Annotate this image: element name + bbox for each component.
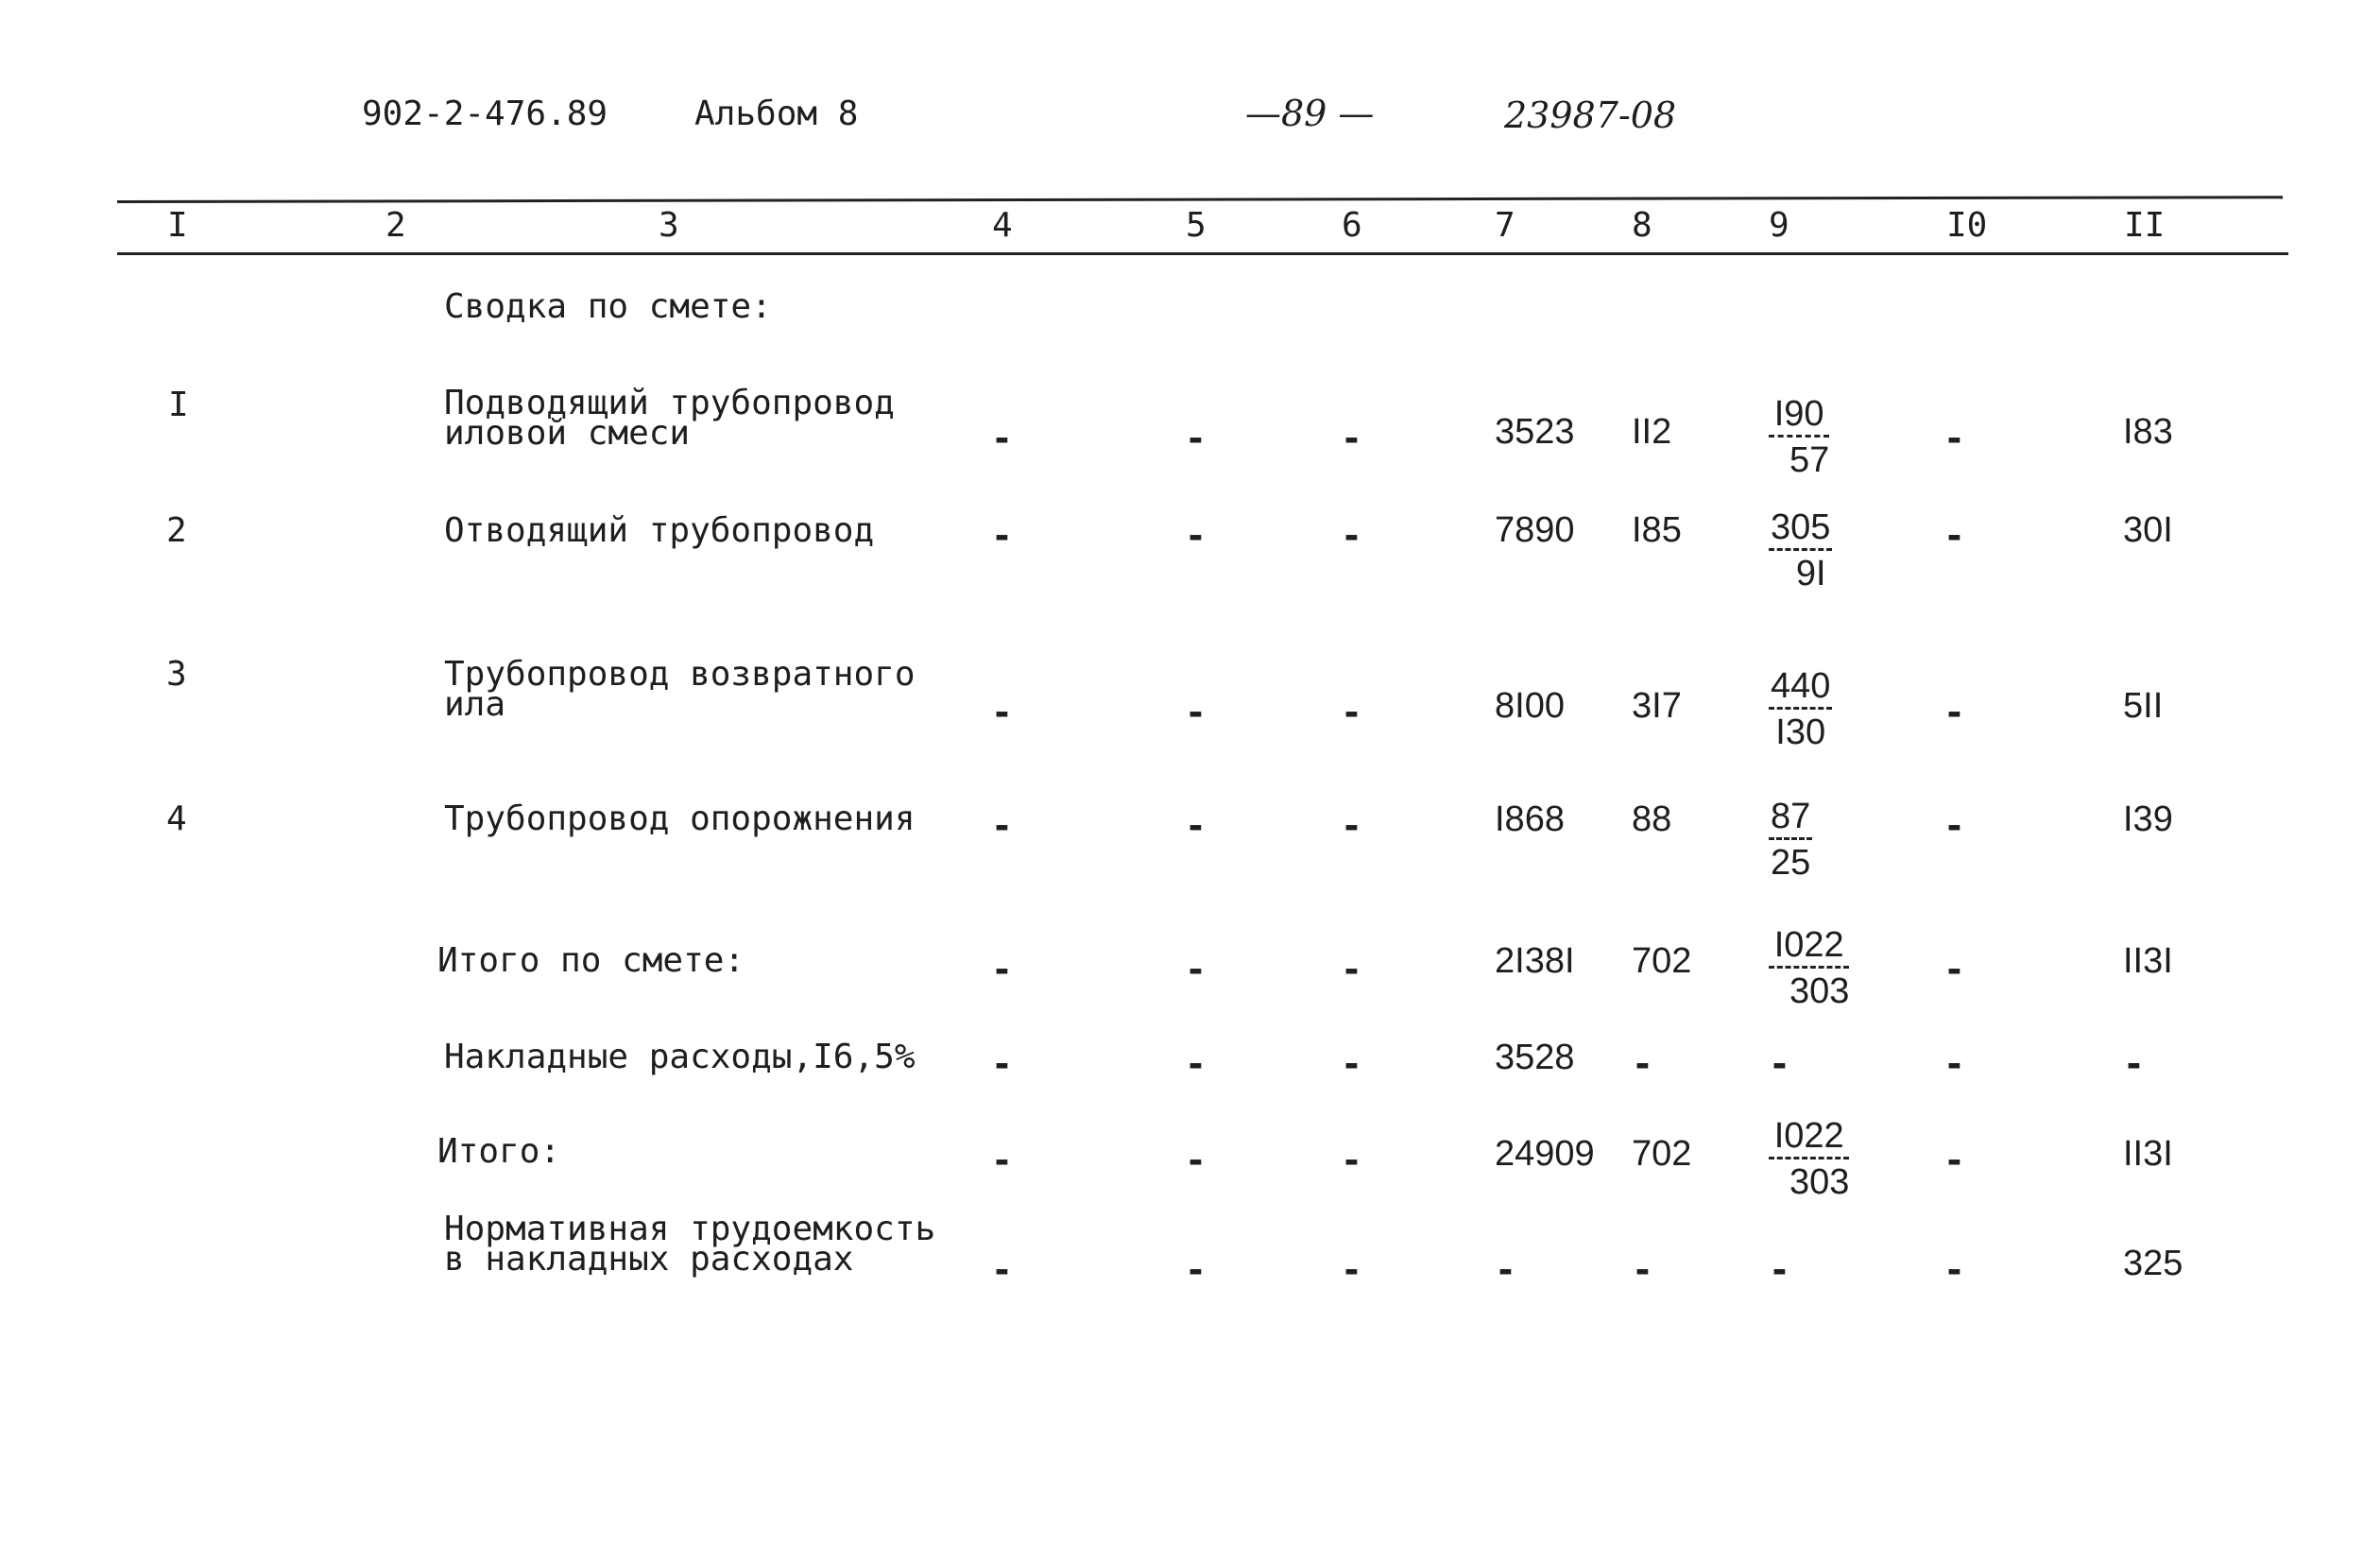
fraction-numerator: I90: [1769, 395, 1829, 438]
row-number: I: [168, 386, 189, 424]
fraction-denominator: I30: [1775, 713, 1826, 752]
inventory-number: 23987-08: [1504, 94, 1677, 136]
row-name-line-1: Отводящий трубопровод: [444, 511, 875, 550]
dash-cell: -: [1185, 1043, 1207, 1085]
fraction-numerator: 440: [1769, 667, 1832, 710]
row-number: 2: [166, 511, 187, 550]
column-number-6: 6: [1342, 206, 1362, 245]
dash-cell: -: [1185, 805, 1207, 847]
norm-labor-line-1: Нормативная трудоемкость: [444, 1210, 936, 1248]
dash-cell: -: [2123, 1043, 2145, 1085]
wage-value: 702: [1632, 941, 1692, 981]
dash-cell: -: [991, 1140, 1013, 1181]
subtotal-label: Итого по смете:: [437, 941, 745, 980]
dash-cell: -: [991, 1249, 1013, 1291]
page-number: —89 —: [1245, 93, 1375, 134]
dash-cell: -: [1185, 692, 1207, 733]
dash-cell: -: [1185, 515, 1207, 557]
row-number: 4: [166, 799, 187, 838]
dash-cell: -: [1185, 949, 1207, 990]
column-number-3: 3: [659, 206, 679, 245]
dash-cell: -: [1769, 1043, 1790, 1085]
overhead-label: Накладные расходы,I6,5%: [444, 1038, 916, 1076]
column-number-8: 8: [1632, 206, 1652, 245]
total-label: Итого:: [437, 1132, 561, 1171]
section-title: Сводка по смете:: [444, 287, 772, 326]
row-name-line-1: Подводящий трубопровод: [444, 384, 895, 422]
labor-value: II3I: [2123, 941, 2173, 981]
fraction-numerator: I022: [1769, 1117, 1849, 1159]
labor-value: I39: [2123, 799, 2173, 839]
cost-value: 2I38I: [1495, 941, 1575, 981]
table-top-rule: [117, 196, 2283, 203]
fraction-denominator: 303: [1789, 1162, 1850, 1202]
dash-cell: -: [991, 418, 1013, 459]
dash-cell: -: [991, 949, 1013, 990]
dash-cell: -: [991, 692, 1013, 733]
fraction-numerator: I022: [1769, 926, 1849, 969]
dash-cell: -: [1943, 1043, 1965, 1085]
norm-labor-line-2: в накладных расходах: [444, 1240, 854, 1279]
dash-cell: -: [1943, 1140, 1965, 1181]
wage-value: 88: [1632, 799, 1672, 839]
fraction-denominator: 9I: [1795, 554, 1826, 593]
fraction-denominator: 57: [1789, 440, 1830, 480]
row-name-line-1: Трубопровод опорожнения: [444, 799, 916, 838]
fraction-numerator: 305: [1769, 508, 1832, 551]
wage-value: II2: [1632, 412, 1672, 452]
document-code: 902-2-476.89: [362, 94, 608, 133]
table-header-rule: [117, 252, 2288, 255]
cost-value: 3523: [1495, 412, 1575, 452]
fraction-denominator: 303: [1789, 971, 1850, 1011]
dash-cell: -: [1185, 418, 1207, 459]
fraction-numerator: 87: [1769, 798, 1812, 840]
wage-value: 3I7: [1632, 686, 1682, 726]
dash-cell: -: [1943, 1249, 1965, 1291]
dash-cell: -: [1185, 1140, 1207, 1181]
dash-cell: -: [1943, 949, 1965, 990]
dash-cell: -: [1632, 1043, 1653, 1085]
column-number-2: 2: [385, 206, 406, 245]
dash-cell: -: [1341, 1043, 1362, 1085]
dash-cell: -: [1185, 1249, 1207, 1291]
fraction-value: [1769, 798, 1812, 882]
dash-cell: -: [1943, 692, 1965, 733]
dash-cell: -: [1341, 692, 1362, 733]
dash-cell: -: [1341, 1140, 1362, 1181]
dash-cell: -: [1632, 1249, 1653, 1291]
fraction-value: [1769, 508, 1832, 593]
labor-value: I83: [2123, 412, 2173, 452]
dash-cell: -: [1495, 1249, 1516, 1291]
dash-cell: -: [1341, 1249, 1362, 1291]
dash-cell: -: [1943, 418, 1965, 459]
cost-value: 3528: [1495, 1038, 1575, 1077]
column-number-5: 5: [1186, 206, 1207, 245]
labor-value: 5II: [2123, 686, 2164, 726]
cost-value: 24909: [1495, 1134, 1595, 1174]
column-number-4: 4: [992, 206, 1013, 245]
column-number-9: 9: [1769, 206, 1789, 245]
dash-cell: -: [1341, 805, 1362, 847]
dash-cell: -: [1943, 805, 1965, 847]
dash-cell: -: [1769, 1249, 1790, 1291]
row-name-line-2: иловой смеси: [444, 414, 691, 453]
fraction-value: [1769, 926, 1849, 1010]
dash-cell: -: [991, 1043, 1013, 1085]
row-name-line-1: Трубопровод возвратного: [444, 655, 916, 694]
labor-value: II3I: [2123, 1134, 2173, 1174]
row-number: 3: [166, 655, 187, 694]
cost-value: 8I00: [1495, 686, 1565, 726]
dash-cell: -: [991, 515, 1013, 557]
dash-cell: -: [1943, 515, 1965, 557]
dash-cell: -: [1341, 515, 1362, 557]
fraction-denominator: 25: [1771, 843, 1811, 883]
fraction-value: [1769, 667, 1832, 751]
dash-cell: -: [1341, 949, 1362, 990]
column-number-7: 7: [1495, 206, 1515, 245]
dash-cell: -: [1341, 418, 1362, 459]
row-name-line-2: ила: [444, 685, 506, 724]
column-number-1: I: [167, 206, 188, 245]
labor-value: 325: [2123, 1244, 2183, 1283]
dash-cell: -: [991, 805, 1013, 847]
cost-value: 7890: [1495, 510, 1575, 550]
cost-value: I868: [1495, 799, 1565, 839]
column-number-10: I0: [1946, 206, 1988, 245]
fraction-value: [1769, 1117, 1849, 1201]
fraction-value: [1769, 395, 1829, 479]
wage-value: 702: [1632, 1134, 1692, 1174]
wage-value: I85: [1632, 510, 1682, 550]
album-label: Альбом 8: [694, 94, 859, 133]
labor-value: 30I: [2123, 510, 2173, 550]
column-number-11: II: [2124, 206, 2166, 245]
